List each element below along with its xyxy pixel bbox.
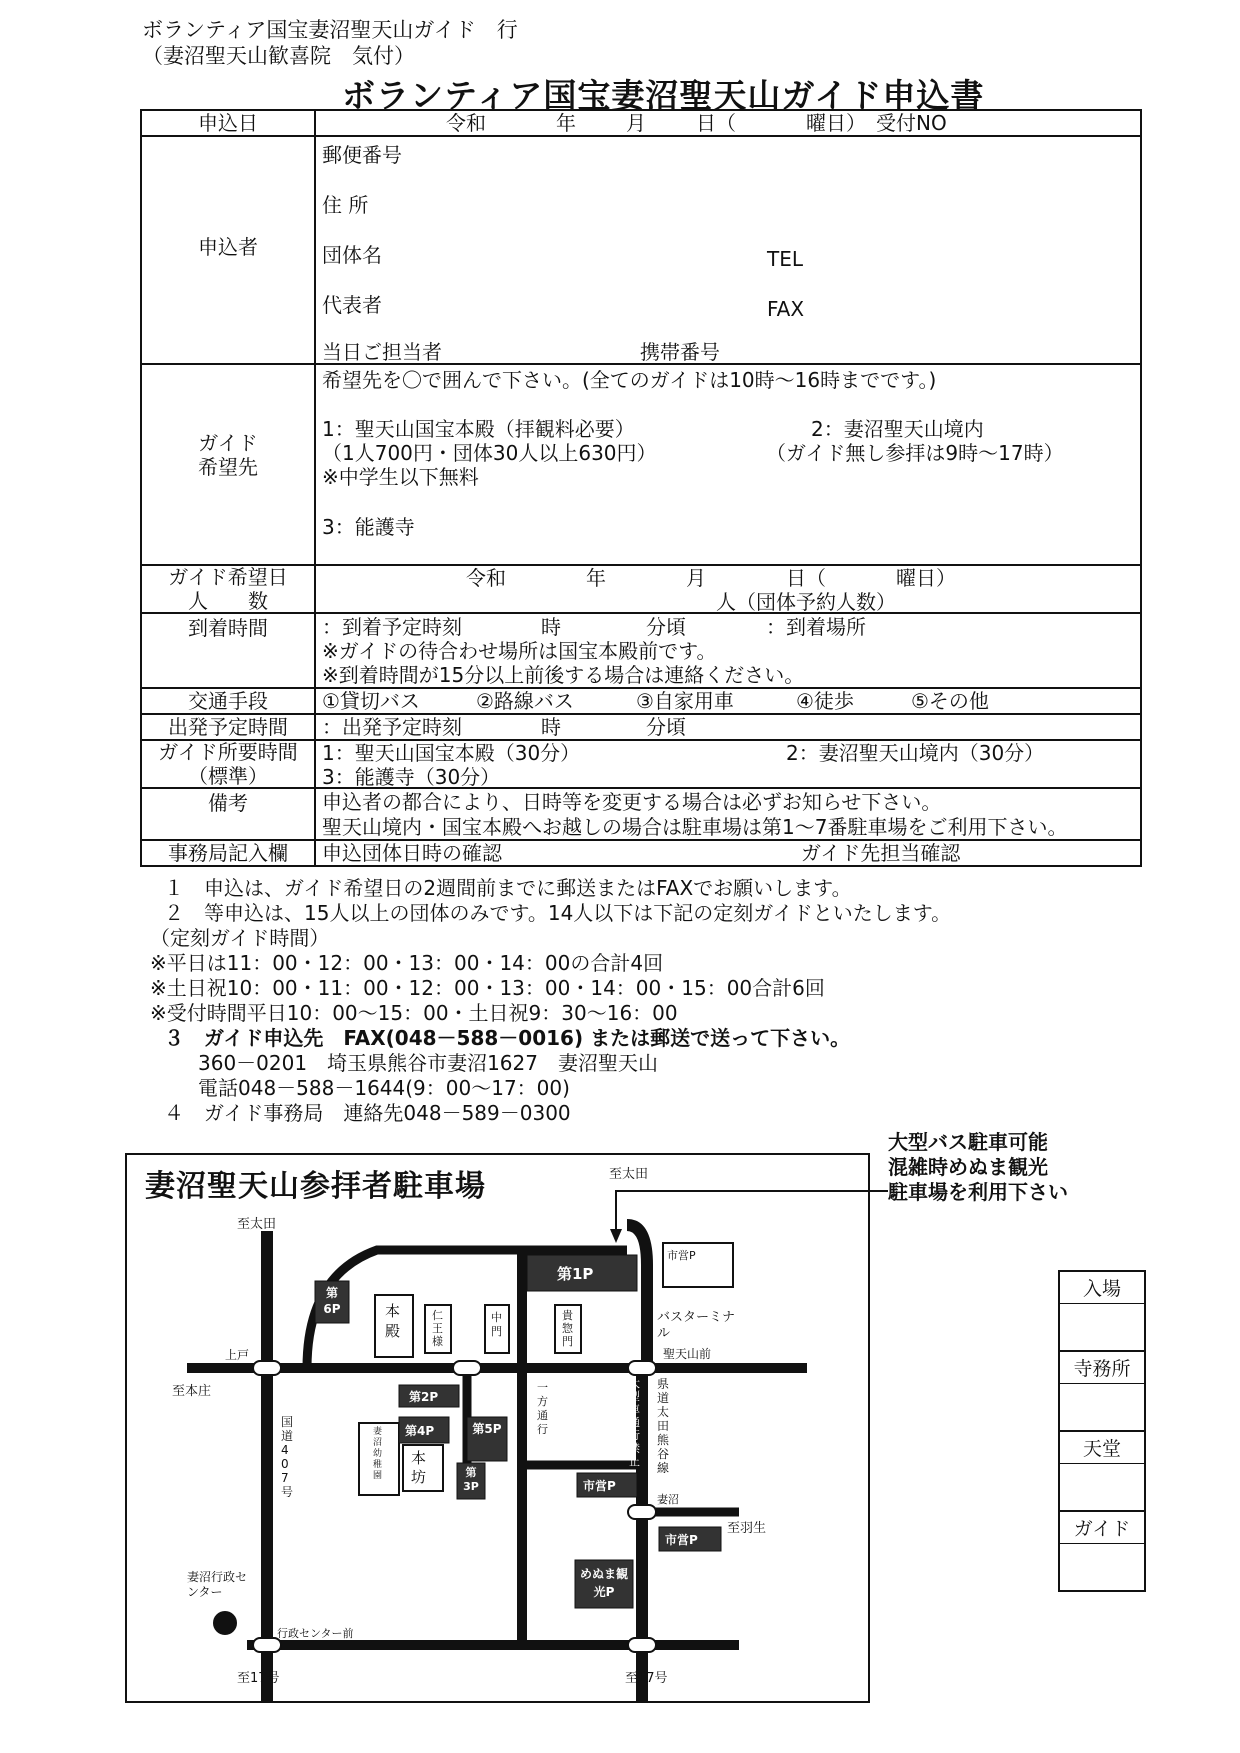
row-arrival (142, 614, 1140, 689)
contact-label: 当日ご担当者 (322, 340, 442, 364)
transport-walk[interactable]: ④徒歩 (796, 689, 854, 713)
apply-weekday: 曜日） (806, 111, 866, 135)
apply-year: 年 (556, 111, 576, 135)
apply-date-field[interactable] (316, 111, 1140, 135)
transport-private-car[interactable]: ③自家用車 (636, 689, 734, 713)
guide-opt3[interactable]: 3：能護寺 (322, 515, 415, 539)
no-large-vehicle-label: 大型車通行禁止 (629, 1377, 640, 1468)
guide-opt2-note: （ガイド無し参拝は9時～17時） (766, 441, 1064, 465)
side-tendo-label: 天堂 (1060, 1434, 1144, 1464)
office-check-2: ガイド先担当確認 (801, 841, 961, 865)
row-transport (142, 689, 1140, 715)
route-407-label: 国道407号 (281, 1415, 294, 1499)
transport-charter-bus[interactable]: ①貸切バス (322, 689, 420, 713)
row-duration (142, 741, 1140, 789)
duration-fields (316, 741, 1140, 787)
to-hanyu: 至羽生 (727, 1521, 767, 1536)
guide-date-label (142, 566, 316, 612)
apply-era: 令和 (446, 111, 486, 135)
transport-options[interactable] (316, 689, 1140, 713)
guide-date-field[interactable] (316, 566, 1140, 612)
one-way-label: 一方通行 (537, 1381, 548, 1436)
duration-label (142, 741, 316, 787)
tel-label: TEL (767, 247, 803, 271)
note-3-address: 360－0201 埼玉県熊谷市妻沼1627 妻沼聖天山 (198, 1051, 658, 1075)
bus-note-line-2: 混雑時めぬま観光 (888, 1155, 1048, 1179)
row-applicant (142, 137, 1140, 365)
note-2-head: （定刻ガイド時間） (150, 926, 330, 950)
note-2-a: ※平日は11：00・12：00・13：00・14：00の合計4回 (150, 951, 664, 975)
road-ota (627, 1225, 647, 1368)
side-entry-label: 入場 (1060, 1274, 1144, 1304)
applicant-fields[interactable] (316, 137, 1140, 363)
transport-other[interactable]: ⑤その他 (911, 689, 989, 713)
applicant-label: 申込者 (142, 137, 316, 363)
prefroad-label: 県道太田熊谷線 (657, 1377, 670, 1475)
guide-place-options[interactable] (316, 365, 1140, 564)
apply-month: 月 (626, 111, 646, 135)
city-p2-label: 市営P (583, 1479, 616, 1493)
guide-opt2[interactable]: 2：妻沼聖天山境内 (811, 417, 984, 441)
receipt-no: 受付NO (876, 111, 947, 135)
city-p3-label: 市営P (665, 1533, 698, 1547)
duration-label-1: ガイド所要時間 (158, 740, 298, 764)
city-shop-label: 市営P (667, 1249, 696, 1262)
arrival-place: ：到着場所 (766, 615, 866, 639)
side-office-label: 寺務所 (1060, 1354, 1144, 1384)
bus-note-line-3: 駐車場を利用下さい (888, 1180, 1068, 1204)
to-17-left: 至17号 (237, 1671, 280, 1686)
remarks-text (316, 789, 1140, 839)
row-departure (142, 715, 1140, 741)
guide-opt1-fee: （1人700円・団体30人以上630円） (322, 441, 657, 465)
shoten-mae-label: 聖天山前 (663, 1347, 712, 1361)
guide-era: 令和 (466, 566, 506, 590)
duration-2: 2：妻沼聖天山境内（30分） (786, 741, 1045, 765)
chumon-label: 中門 (491, 1311, 502, 1338)
postal-label: 郵便番号 (322, 143, 402, 167)
p4-label: 第4P (405, 1424, 435, 1438)
bus-terminal-label: バスターミナル (657, 1310, 736, 1341)
group-label: 団体名 (322, 243, 382, 267)
representative-label: 代表者 (322, 293, 382, 317)
gyosei-center-label: 妻沼行政センター (187, 1570, 248, 1599)
duration-1: 1：聖天山国宝本殿（30分） (322, 741, 581, 765)
gyosei-center-dot (214, 1612, 236, 1634)
arrival-note2: ※到着時間が15分以上前後する場合は連絡ください。 (322, 663, 805, 687)
note-3: ３ ガイド申込先 FAX(048－588－0016) または郵送で送って下さい。 (164, 1026, 851, 1050)
form-title: ボランティア国宝妻沼聖天山ガイド申込書 (342, 76, 985, 115)
kindergarten-label: 妻沼幼稚園 (373, 1427, 383, 1481)
note-4: ４ ガイド事務局 連絡先048－589－0300 (164, 1101, 571, 1125)
guide-instruction: 希望先を〇で囲んで下さい。(全てのガイドは10時～16時までです。) (322, 368, 937, 392)
guide-place-label (142, 365, 316, 564)
reception-box (1058, 1270, 1146, 1592)
arrival-fields[interactable] (316, 614, 1140, 687)
menuma-p-label: めぬま観光P (579, 1567, 628, 1599)
bus-parking-note (888, 1130, 1068, 1205)
row-office (142, 841, 1140, 865)
row-guide-place (142, 365, 1140, 566)
menuma-label: 妻沼 (657, 1493, 679, 1506)
arrival-note1: ※ガイドの待合わせ場所は国宝本殿前です。 (322, 639, 717, 663)
apply-date-label: 申込日 (142, 111, 316, 135)
apply-day: 日（ (696, 111, 736, 135)
p6-label: 第6P (323, 1286, 341, 1316)
niomon-label: 仁王様 (432, 1309, 443, 1348)
fax-label: FAX (767, 297, 805, 321)
guide-place-label-1: ガイド (198, 430, 258, 455)
office-label: 事務局記入欄 (142, 841, 316, 865)
arrival-label: 到着時間 (142, 614, 316, 687)
note-2: ２ 等申込は、15人以上の団体のみです。14人以下は下記の定刻ガイドといたします。 (164, 901, 952, 925)
guide-weekday: 曜日） (896, 566, 956, 590)
to-ota-top: 至太田 (609, 1167, 649, 1182)
guide-opt1-free: ※中学生以下無料 (322, 465, 479, 489)
guide-date-label-2: 人 数 (188, 589, 268, 613)
addressee: ボランティア国宝妻沼聖天山ガイド 行 (142, 18, 518, 42)
side-tendo (1060, 1432, 1144, 1512)
note-3-tel: 電話048－588－1644(9：00～17：00) (198, 1076, 570, 1100)
row-apply-date (142, 111, 1140, 137)
remarks-label: 備考 (142, 789, 316, 839)
remarks-2: 聖天山境内・国宝本殿へお越しの場合は駐車場は第1～7番駐車場をご利用下さい。 (322, 815, 1068, 839)
guide-people: 人（団体予約人数） (716, 590, 896, 614)
row-remarks (142, 789, 1140, 841)
transport-route-bus[interactable]: ②路線バス (476, 689, 574, 713)
side-guide-label: ガイド (1060, 1514, 1144, 1544)
p1-label: 第1P (557, 1265, 594, 1283)
gyosei-mae-label: 行政センター前 (277, 1627, 354, 1640)
duration-label-2: （標準） (188, 764, 268, 788)
mobile-label: 携帯番号 (640, 340, 720, 364)
bus-note-line-1: 大型バス駐車可能 (888, 1130, 1048, 1154)
side-entry (1060, 1272, 1144, 1352)
kamito-label: 上戸 (225, 1348, 250, 1362)
to-honjo: 至本庄 (172, 1384, 212, 1399)
guide-day: 日（ (786, 566, 826, 590)
arrival-minute: 分頃 (646, 615, 686, 639)
note-2-b: ※土日祝10：00・11：00・12：00・13：00・14：00・15：00合計6回 (150, 976, 825, 1000)
map-title: 妻沼聖天山参拝者駐車場 (145, 1169, 486, 1204)
side-guide (1060, 1512, 1144, 1592)
departure-hour: 時 (541, 715, 561, 739)
guide-year: 年 (586, 566, 606, 590)
p3-label: 第3P (463, 1466, 479, 1493)
office-check-1: 申込団体日時の確認 (322, 841, 502, 865)
departure-minute: 分頃 (646, 715, 686, 739)
notes (150, 876, 1150, 1126)
side-office (1060, 1352, 1144, 1432)
address-label: 住 所 (322, 193, 369, 217)
guide-place-label-2: 希望先 (198, 454, 258, 479)
guide-date-label-1: ガイド希望日 (168, 565, 288, 589)
transport-label: 交通手段 (142, 689, 316, 713)
to-17-right: 至17号 (625, 1671, 668, 1686)
honden-label: 本殿 (385, 1302, 401, 1340)
to-ota-left: 至太田 (237, 1217, 277, 1232)
departure-label: 出発予定時間 (142, 715, 316, 739)
row-guide-date (142, 566, 1140, 614)
note-2-c: ※受付時間平日10：00～15：00・土日祝9：30～16：00 (150, 1001, 678, 1025)
departure-fields[interactable] (316, 715, 1140, 739)
arrival-time: ：到着予定時刻 (322, 615, 462, 639)
p5-label: 第5P (472, 1422, 502, 1436)
note-1: １ 申込は、ガイド希望日の2週間前までに郵送またはFAXでお願いします。 (164, 876, 852, 900)
guide-opt1[interactable]: 1：聖天山国宝本殿（拝観料必要） (322, 417, 635, 441)
care-of: （妻沼聖天山歓喜院 気付） (142, 44, 415, 68)
duration-3: 3：能護寺（30分） (322, 765, 501, 789)
application-form (140, 109, 1142, 867)
guide-month: 月 (686, 566, 706, 590)
p2-label: 第2P (409, 1390, 439, 1404)
parking-map (125, 1153, 870, 1703)
remarks-1: 申込者の都合により、日時等を変更する場合は必ずお知らせ下さい。 (322, 790, 942, 814)
departure-time: ：出発予定時刻 (322, 715, 462, 739)
office-fields[interactable] (316, 841, 1140, 865)
arrival-hour: 時 (541, 615, 561, 639)
kisomon-label: 貴惣門 (562, 1309, 573, 1348)
honbo-label: 本坊 (411, 1449, 427, 1486)
